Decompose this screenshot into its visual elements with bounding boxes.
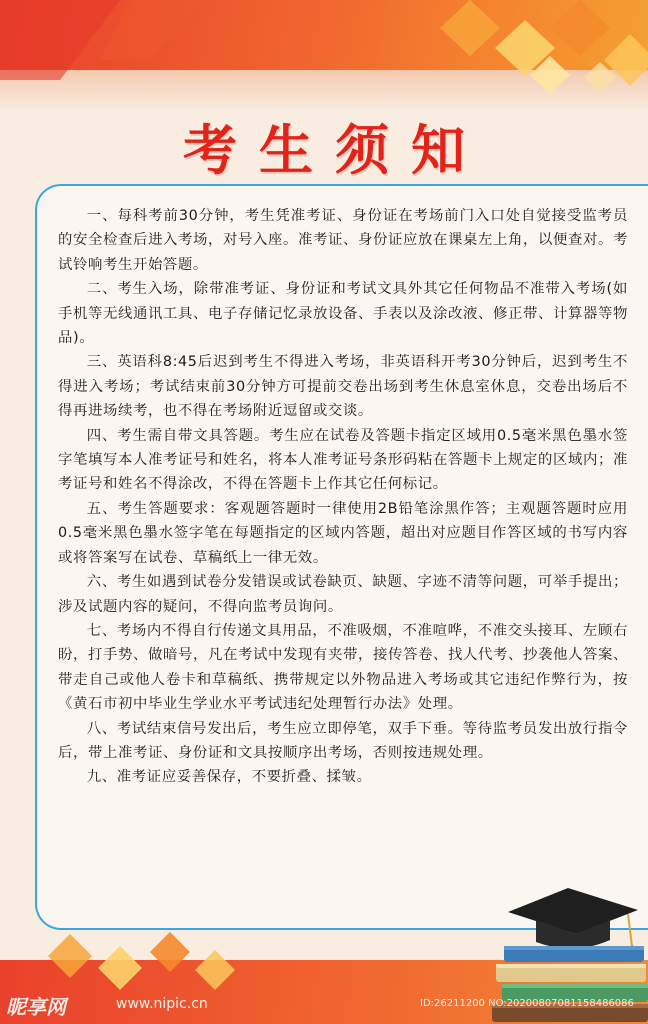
page-title: 考生须知: [183, 118, 487, 182]
bottom-left-diamond-pattern: [40, 926, 260, 996]
rule-item-6: 六、考生如遇到试卷分发错误或试卷缺页、缺题、字迹不清等问题，可举手提出；涉及试题内容的疑问，不得向监考员询问。: [58, 574, 628, 615]
top-left-stripes: [0, 0, 200, 80]
rule-item-1: 一、每科考前30分钟，考生凭准考证、身份证在考场前门入口处自觉接受监考员的安全检查后进入考场，对号入座。准考证、身份证应放在课桌左上角，以便查对。考试铃响考生开始答题。: [58, 208, 628, 273]
graduation-cap-icon: [508, 888, 638, 951]
rule-item-8: 八、考试结束信号发出后，考生应立即停笔，双手下垂。等待监考员发出放行指令后，带上准考证、身份证和文具按顺序出考场，否则按违规处理。: [58, 720, 628, 761]
rule-item-5: 五、考生答题要求：客观题答题时一律使用2B铅笔涂黑作答；主观题答题时应用0.5毫米黑色墨水签字笔在每题指定的区域内答题，超出对应题目作答区域的书写内容或将答案写在试卷、草稿纸上一律无效。: [58, 500, 628, 566]
rule-item-3: 三、英语科8:45后迟到考生不得进入考场，非英语科开考30分钟后，迟到考生不得进入考场；考试结束前30分钟方可提前交卷出场到考生休息室休息，交卷出场后不得再进场续考，也不得在考场附近逗留或交谈。: [58, 354, 628, 420]
rules-list: [58, 204, 628, 790]
watermark-url: www.nipic.cn: [116, 996, 208, 1012]
watermark-logo: 昵享网: [6, 995, 66, 1019]
rule-item-9: 九、准考证应妥善保存，不要折叠、揉皱。: [86, 769, 372, 786]
watermark-id: ID:26211200 NO:20200807081158486086: [420, 998, 634, 1009]
rule-item-7: 七、考场内不得自行传递文具用品，不准吸烟，不准喧哗，不准交头接耳、左顾右盼，打手势、做暗号，凡在考试中发现有夹带，接传答卷、找人代考、抄袭他人答案、带走自己或他人卷卡和草稿纸、携带规定以外物品进入考场或其它违纪作弊行为，按《黄石市初中毕业生学业水平考试违纪处理暂行办法》处理。: [58, 622, 628, 713]
rule-item-2: 二、考生入场，除带准考证、身份证和考试文具外其它任何物品不准带入考场(如手机等无线通讯工具、电子存储记忆录放设备、手表以及涂改液、修正带、计算器等物品)。: [58, 281, 628, 347]
rule-item-4: 四、考生需自带文具答题。考生应在试卷及答题卡指定区域用0.5毫米黑色墨水签字笔填写本人准考证号和姓名，将本人准考证号条形码粘在答题卡上规定的区域内；准考证号和姓名不得涂改，不得在答题卡上作其它任何标记。: [58, 427, 628, 493]
top-right-diamond-pattern: [430, 0, 648, 96]
